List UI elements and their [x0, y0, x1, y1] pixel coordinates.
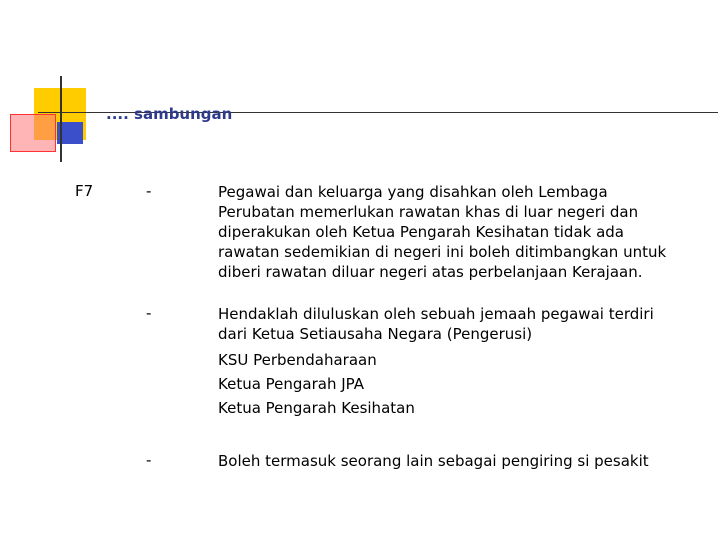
bullet-1-line-1: Pegawai dan keluarga yang disahkan oleh Lembaga: [218, 183, 608, 201]
slide-title: .... sambungan: [106, 105, 233, 123]
member-1: KSU Perbendaharaan: [218, 351, 377, 369]
decor-red-square: [10, 114, 56, 152]
member-3: Ketua Pengarah Kesihatan: [218, 399, 415, 417]
bullet-1-line-5: diberi rawatan diluar negeri atas perbelanjaan Kerajaan.: [218, 263, 643, 281]
bullet-marker-3: -: [146, 451, 152, 469]
member-2: Ketua Pengarah JPA: [218, 375, 365, 393]
bullet-marker-1: -: [146, 182, 152, 200]
bullet-text-3: [218, 451, 708, 471]
bullet-text-1: [218, 182, 708, 282]
bullet-marker-2: -: [146, 304, 152, 322]
bullet-text-2: [218, 304, 708, 344]
bullet-1-line-4: rawatan sedemikian di negeri ini boleh ditimbangkan untuk: [218, 243, 667, 261]
bullet-1-line-3: diperakukan oleh Ketua Pengarah Kesihatan tidak ada: [218, 223, 624, 241]
committee-members: [218, 350, 708, 418]
bullet-2-line-1: Hendaklah diluluskan oleh sebuah jemaah pegawai terdiri: [218, 305, 654, 323]
bullet-1-line-2: Perubatan memerlukan rawatan khas di luar negeri dan: [218, 203, 639, 221]
decor-vertical-line: [60, 76, 62, 162]
bullet-2-line-2: dari Ketua Setiausaha Negara (Pengerusi): [218, 325, 533, 343]
bullet-3-line-1: Boleh termasuk seorang lain sebagai pengiring si pesakit: [218, 452, 649, 470]
section-code: F7: [75, 182, 94, 200]
